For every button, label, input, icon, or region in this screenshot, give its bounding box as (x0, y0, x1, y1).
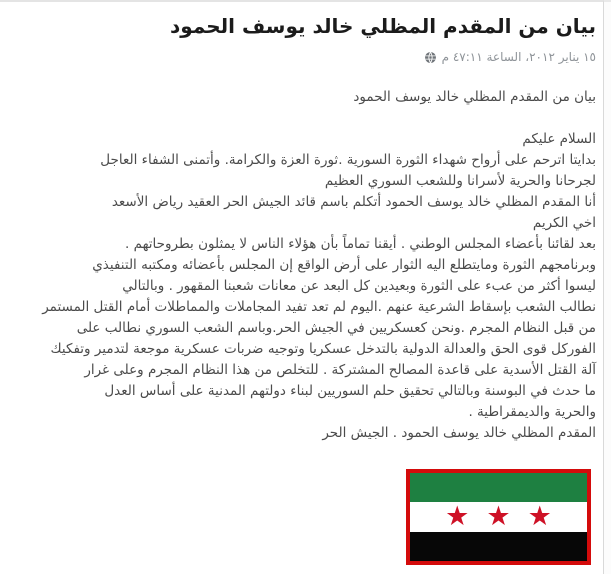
post-line: بعد لقائنا بأعضاء المجلس الوطني . أيقنا تماماً بأن هؤلاء الناس لا يمثلون بطروحاتهم . (125, 236, 596, 252)
post-line: بيان من المقدم المظلي خالد يوسف الحمود (353, 89, 596, 105)
post-line: بدايتا اترحم على أرواح شهداء الثورة السورية .ثورة العزة والكرامة. وأتمنى الشفاء العاجل (100, 152, 596, 168)
syrian-independence-flag-image (406, 469, 591, 565)
page-right-gutter (604, 0, 611, 574)
post-title: بيان من المقدم المظلي خالد يوسف الحمود (170, 14, 596, 38)
post-line: السلام عليكم (522, 131, 596, 147)
globe-icon (424, 51, 437, 64)
post-line: لجرحانا والحرية لأسرانا وللشعب السوري العظيم (324, 173, 596, 189)
post-line: الفوركل قوى الحق والعدالة الدولية بالتدخل عسكريا وتوجيه ضربات عسكرية موجعة لتدمير وتفكيك (50, 341, 596, 357)
post-line: نطالب الشعب بإسقاط الشرعية عنهم .اليوم لم تعد تفيد المجاملات والمماطلات أمام القتل المستمر (42, 299, 596, 315)
post-timestamp: ١٥ يناير ٢٠١٢، الساعة ٤٧:١١ م (441, 50, 596, 64)
post-line: المقدم المظلي خالد يوسف الحمود . الجيش الحر (322, 425, 596, 441)
post-line: آلة القتل الأسدية على قاعدة المصالح المشتركة . للتخلص من هذا النظام المجرم وعلى غرار (84, 362, 596, 378)
flag-white-stripe (410, 502, 587, 532)
post-line: أنا المقدم المظلي خالد يوسف الحمود أتكلم باسم قائد الجيش الحر العقيد رياض الأسعد (111, 194, 596, 210)
post-date-row (0, 49, 596, 65)
flag-star-icon: ★ (486, 500, 511, 532)
post-line: والحرية والديمقراطية . (468, 404, 596, 420)
flag-black-stripe (410, 532, 587, 561)
post-line: من قبل النظام المجرم .ونحن كعسكريين في الجيش الحر.وباسم الشعب السوري نطالب على (76, 320, 596, 336)
post-line: اخي الكريم (532, 215, 596, 231)
flag-star-icon: ★ (445, 500, 470, 532)
post-line (0, 108, 596, 129)
flag-star-icon: ★ (527, 500, 552, 532)
flag-green-stripe (410, 473, 587, 502)
post-line: وبرنامجهم الثورة ومايتطلع اليه الثوار على أرض الواقع إن المجلس بأعضائه ومكتبه التنفيذي (92, 257, 596, 273)
post-line: ليسوا أكثر من عبء على الثورة وبعيدين كل البعد عن معانات شعبنا المقهور . وبالتالي (122, 278, 596, 294)
post-line: ما حدث في البوسنة وبالتالي تحقيق حلم السوريين لبناء دولتهم المدنية على أساس العدل (104, 383, 596, 399)
post-body (0, 87, 596, 444)
